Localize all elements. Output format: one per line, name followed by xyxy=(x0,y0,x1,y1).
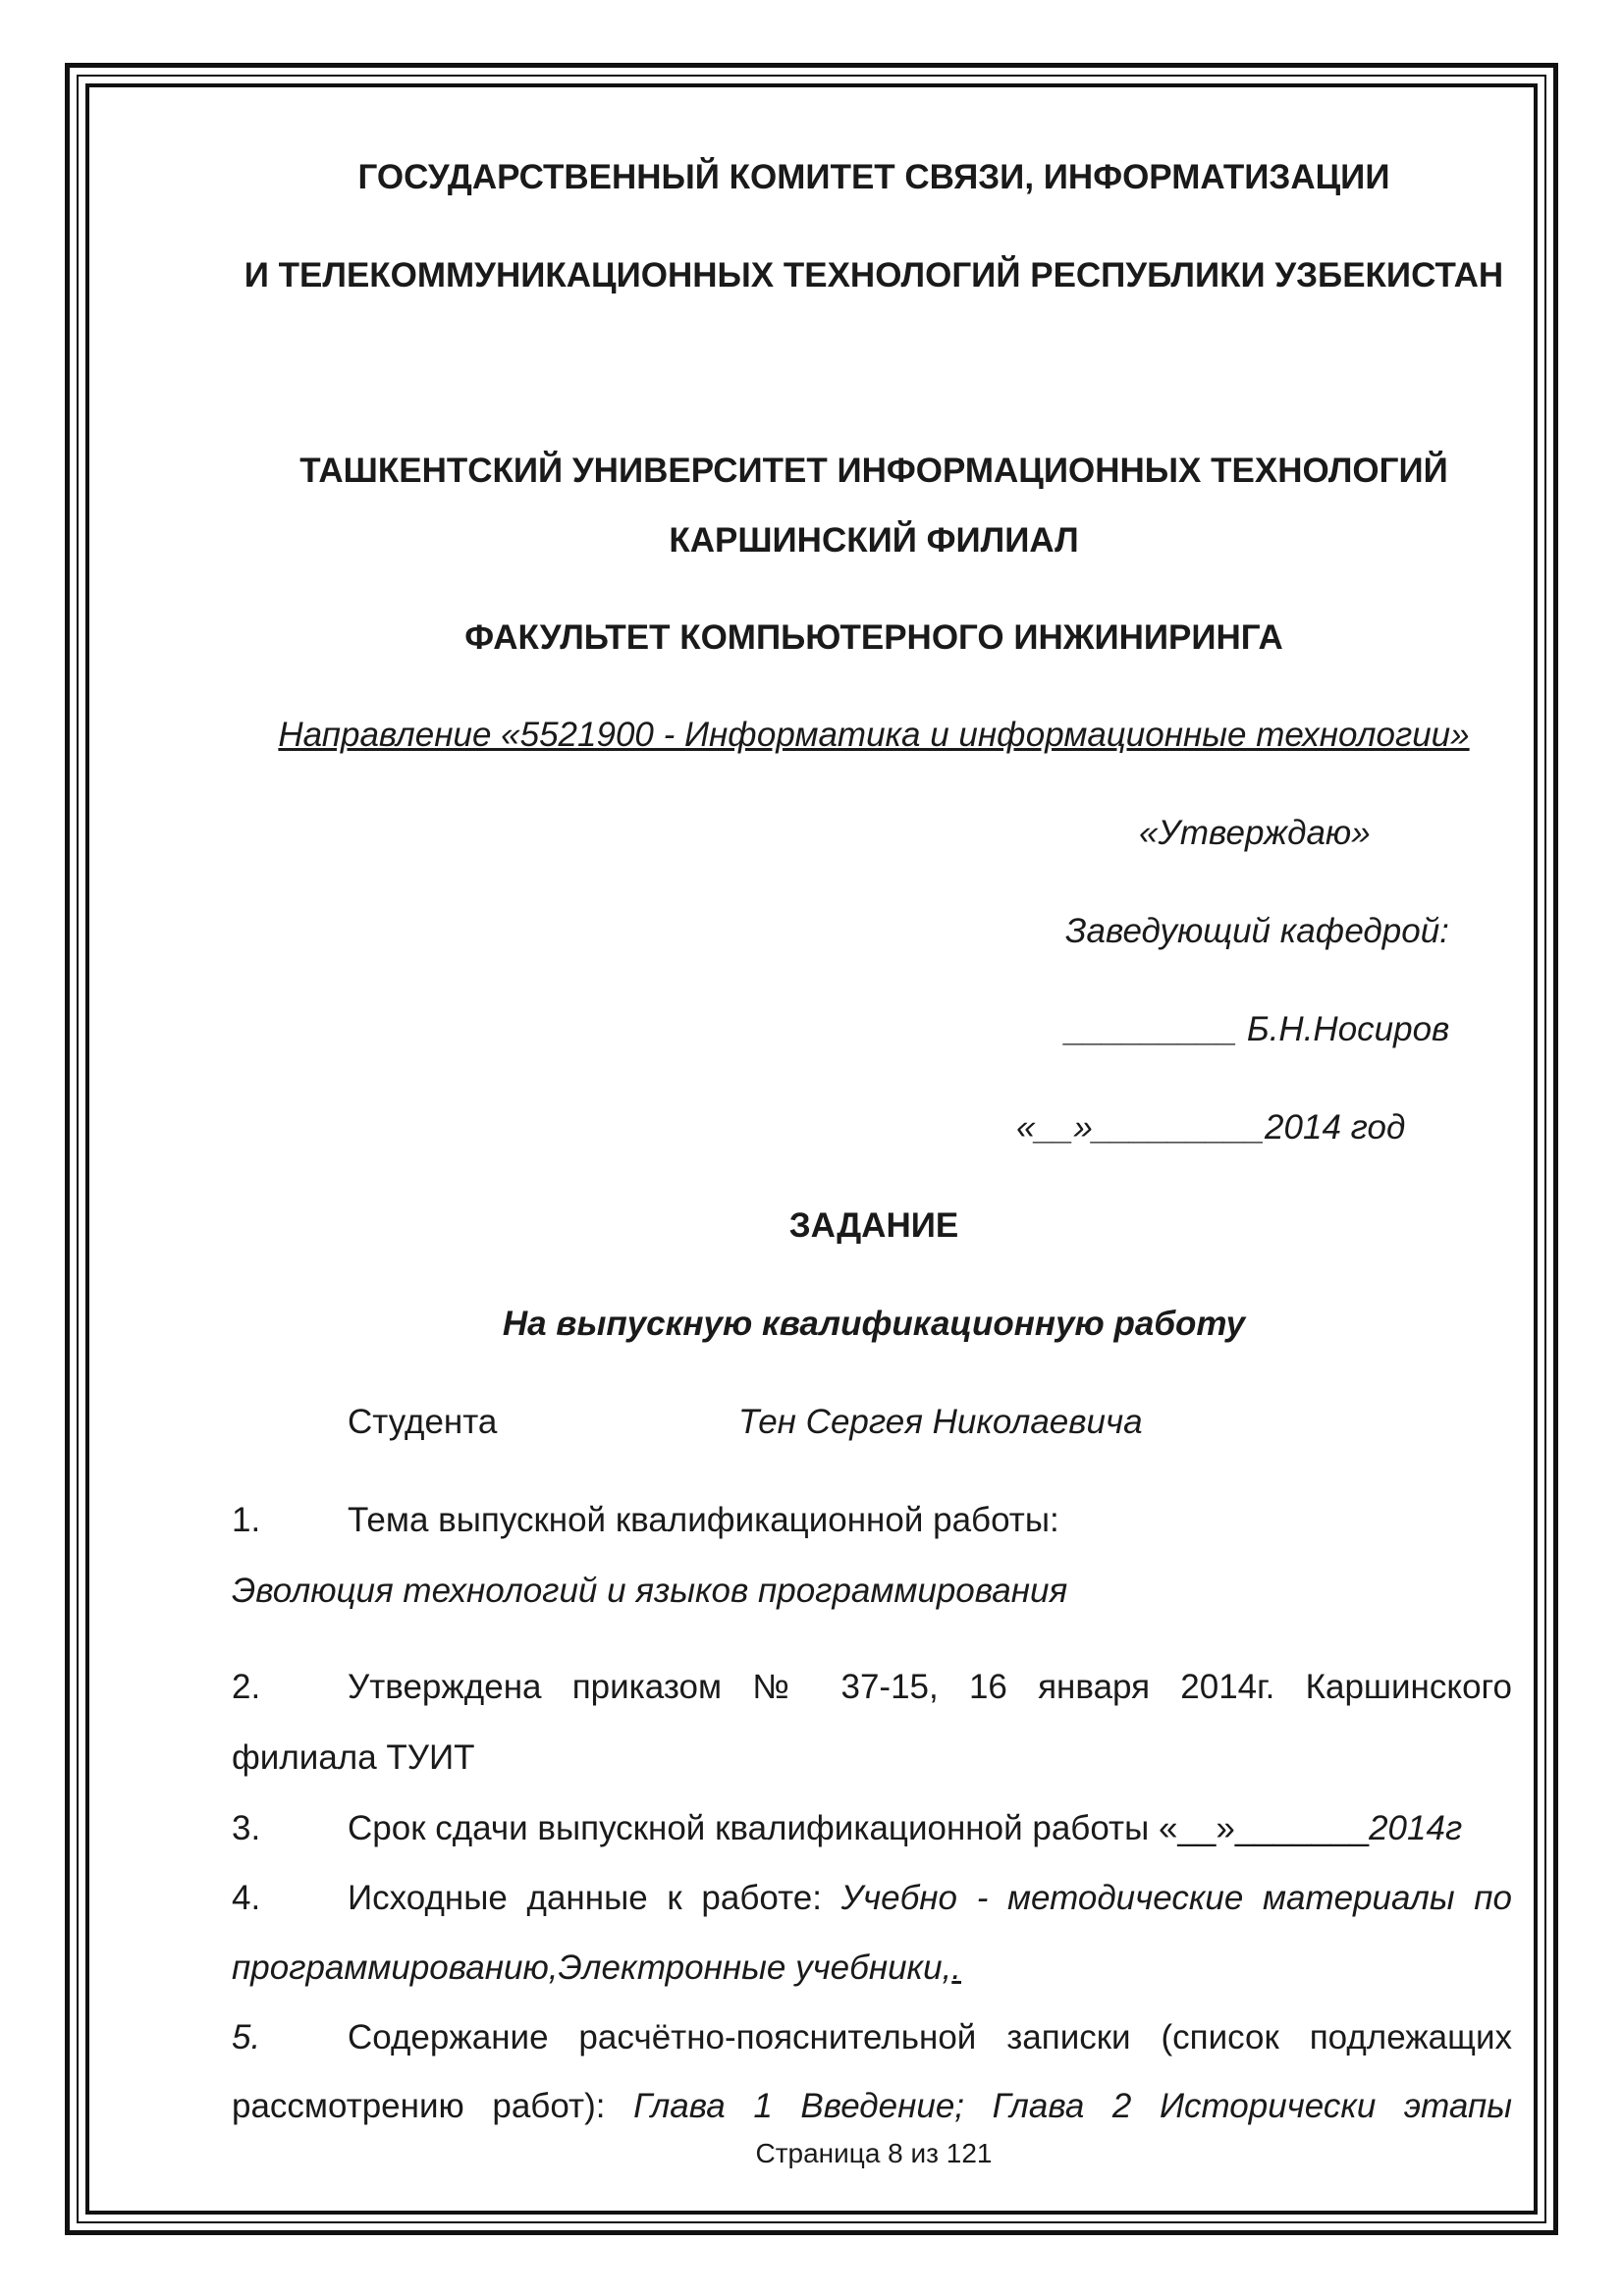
item-1-label: Тема выпускной квалификационной работы: xyxy=(348,1501,1059,1539)
committee-line-1: ГОСУДАРСТВЕННЫЙ КОМИТЕТ СВЯЗИ, ИНФОРМАТИЗАЦИИ xyxy=(357,158,1390,196)
approve-label xyxy=(1139,813,1371,854)
approve-text: «Утверждаю» xyxy=(1139,814,1371,852)
deadline-label: Срок сдачи выпускной квалификационной работы «__»_______ xyxy=(348,1809,1370,1847)
head-signature: _________ Б.Н.Носиров xyxy=(1065,1010,1450,1048)
deadline-year: 2014г xyxy=(1369,1809,1463,1847)
item-2-line-1: Утверждена приказом № 37-15, 16 января 2014г. Каршинского xyxy=(348,1668,1512,1706)
source-data-label: Исходные данные к работе: xyxy=(348,1879,841,1917)
source-data-value-cont: программированию,Электронные учебники, xyxy=(232,1949,952,1987)
item-4-line-2 xyxy=(232,1948,961,1989)
student-label: Студента xyxy=(348,1403,498,1441)
approval-date: «__»_________2014 год xyxy=(1016,1108,1406,1147)
item-3-number: 3. xyxy=(232,1809,261,1847)
item-5-line-1: Содержание расчётно-пояснительной записки (список подлежащих xyxy=(348,2018,1512,2056)
contents-value: Глава 1 Введение; Глава 2 Исторически этапы xyxy=(633,2087,1512,2125)
student-name: Тен Сергея Николаевича xyxy=(738,1403,1143,1441)
contents-label: рассмотрению работ): xyxy=(232,2087,634,2125)
faculty-name: ФАКУЛЬТЕТ КОМПЬЮТЕРНОГО ИНЖИНИРИНГА xyxy=(464,618,1283,657)
item-1-number: 1. xyxy=(232,1501,261,1539)
source-data-end: . xyxy=(951,1949,962,1987)
task-subtitle: На выпускную квалификационную работу xyxy=(502,1305,1246,1343)
item-4-line-1 xyxy=(348,1878,1512,1919)
page-number: Страница 8 из 121 xyxy=(755,2138,993,2168)
branch-name: КАРШИНСКИЙ ФИЛИАЛ xyxy=(669,521,1079,560)
item-5-line-2 xyxy=(232,2086,1512,2127)
direction-line: Направление «5521900 - Информатика и информационные технологии» xyxy=(278,716,1470,754)
university-name: ТАШКЕНТСКИЙ УНИВЕРСИТЕТ ИНФОРМАЦИОННЫХ ТЕХНОЛОГИЙ xyxy=(299,452,1448,490)
department-head-label: Заведующий кафедрой: xyxy=(1065,912,1449,950)
item-5-number: 5. xyxy=(232,2018,261,2056)
item-4-number: 4. xyxy=(232,1879,261,1917)
item-2-number: 2. xyxy=(232,1668,261,1706)
task-title: ЗАДАНИЕ xyxy=(788,1206,959,1245)
source-data-value: Учебно - методические материалы по xyxy=(840,1879,1512,1917)
thesis-topic: Эволюция технологий и языков программирования xyxy=(232,1572,1068,1610)
committee-line-2: И ТЕЛЕКОММУНИКАЦИОННЫХ ТЕХНОЛОГИЙ РЕСПУБЛИКИ УЗБЕКИСТАН xyxy=(243,256,1504,294)
item-3-label xyxy=(348,1808,1462,1849)
item-2-line-2: филиала ТУИТ xyxy=(232,1738,475,1777)
